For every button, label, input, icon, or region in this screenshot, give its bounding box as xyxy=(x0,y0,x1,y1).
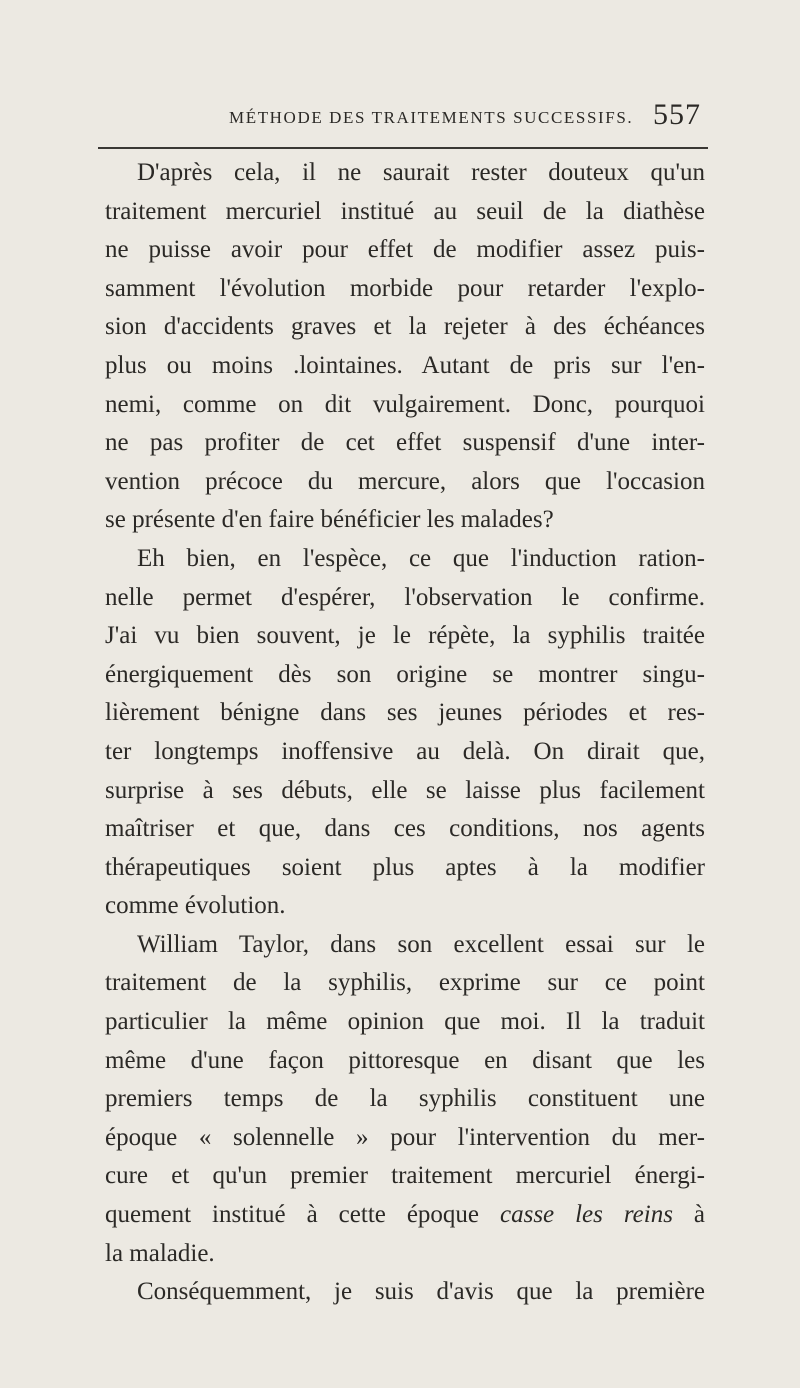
text-line: nemi, comme on dit vulgairement. Donc, pourquoi xyxy=(105,390,705,418)
body-text xyxy=(105,154,705,1312)
text-line: J'ai vu bien souvent, je le répète, la syphilis traitée xyxy=(105,622,705,650)
text-line: plus ou moins .lointaines. Autant de pris sur l'en- xyxy=(105,351,705,379)
text-line: thérapeutiques soient plus aptes à la modifier xyxy=(105,853,705,881)
text-line: cure et qu'un premier traitement mercuriel énergi- xyxy=(105,1162,705,1190)
text-line: premiers temps de la syphilis constituent une xyxy=(105,1085,705,1113)
text-line: particulier la même opinion que moi. Il la traduit xyxy=(105,1008,705,1036)
running-title: MÉTHODE DES TRAITEMENTS SUCCESSIFS. xyxy=(229,108,634,127)
text-line: époque « solennelle » pour l'intervention du mer- xyxy=(105,1123,705,1151)
text-line: comme évolution. xyxy=(105,892,286,920)
text-segment: à xyxy=(693,1201,706,1229)
text-line: traitement de la syphilis, exprime sur ce point xyxy=(105,969,705,997)
text-line: énergiquement dès son origine se montrer singu- xyxy=(105,660,705,688)
text-line: maîtriser et que, dans ces conditions, nos agents xyxy=(105,815,705,843)
text-line: même d'une façon pittoresque en disant que les xyxy=(105,1046,705,1074)
text-line: se présente d'en faire bénéficier les malades? xyxy=(105,506,554,534)
running-head xyxy=(0,96,800,136)
text-line: vention précoce du mercure, alors que l'occasion xyxy=(105,467,705,495)
text-line: sion d'accidents graves et la rejeter à des échéances xyxy=(105,313,705,341)
text-line: Eh bien, en l'espèce, ce que l'induction ration- xyxy=(137,544,705,572)
text-line: William Taylor, dans son excellent essai sur le xyxy=(137,930,705,958)
text-line: samment l'évolution morbide pour retarder l'explo- xyxy=(105,274,705,302)
text-line-with-italic xyxy=(105,1196,705,1235)
page-number: 557 xyxy=(653,98,701,131)
text-line: surprise à ses débuts, elle se laisse plus facilement xyxy=(105,776,705,804)
header-rule xyxy=(98,147,708,149)
text-line: D'après cela, il ne saurait rester douteux qu'un xyxy=(137,159,705,186)
text-line: traitement mercuriel institué au seuil de la diathèse xyxy=(105,197,705,225)
text-line: Conséquemment, je suis d'avis que la première xyxy=(137,1278,705,1306)
text-line: nelle permet d'espérer, l'observation le confirme. xyxy=(105,583,705,611)
text-line: lièrement bénigne dans ses jeunes périodes et res- xyxy=(105,699,705,727)
text-line: ter longtemps inoffensive au delà. On dirait que, xyxy=(105,737,705,765)
text-line: ne pas profiter de cet effet suspensif d'une inter- xyxy=(105,429,705,457)
italic-phrase: casse les reins xyxy=(500,1201,673,1229)
text-line: la maladie. xyxy=(105,1239,215,1267)
text-line: ne puisse avoir pour effet de modifier assez puis- xyxy=(105,236,705,264)
text-segment: quement institué à cette époque xyxy=(105,1201,480,1229)
